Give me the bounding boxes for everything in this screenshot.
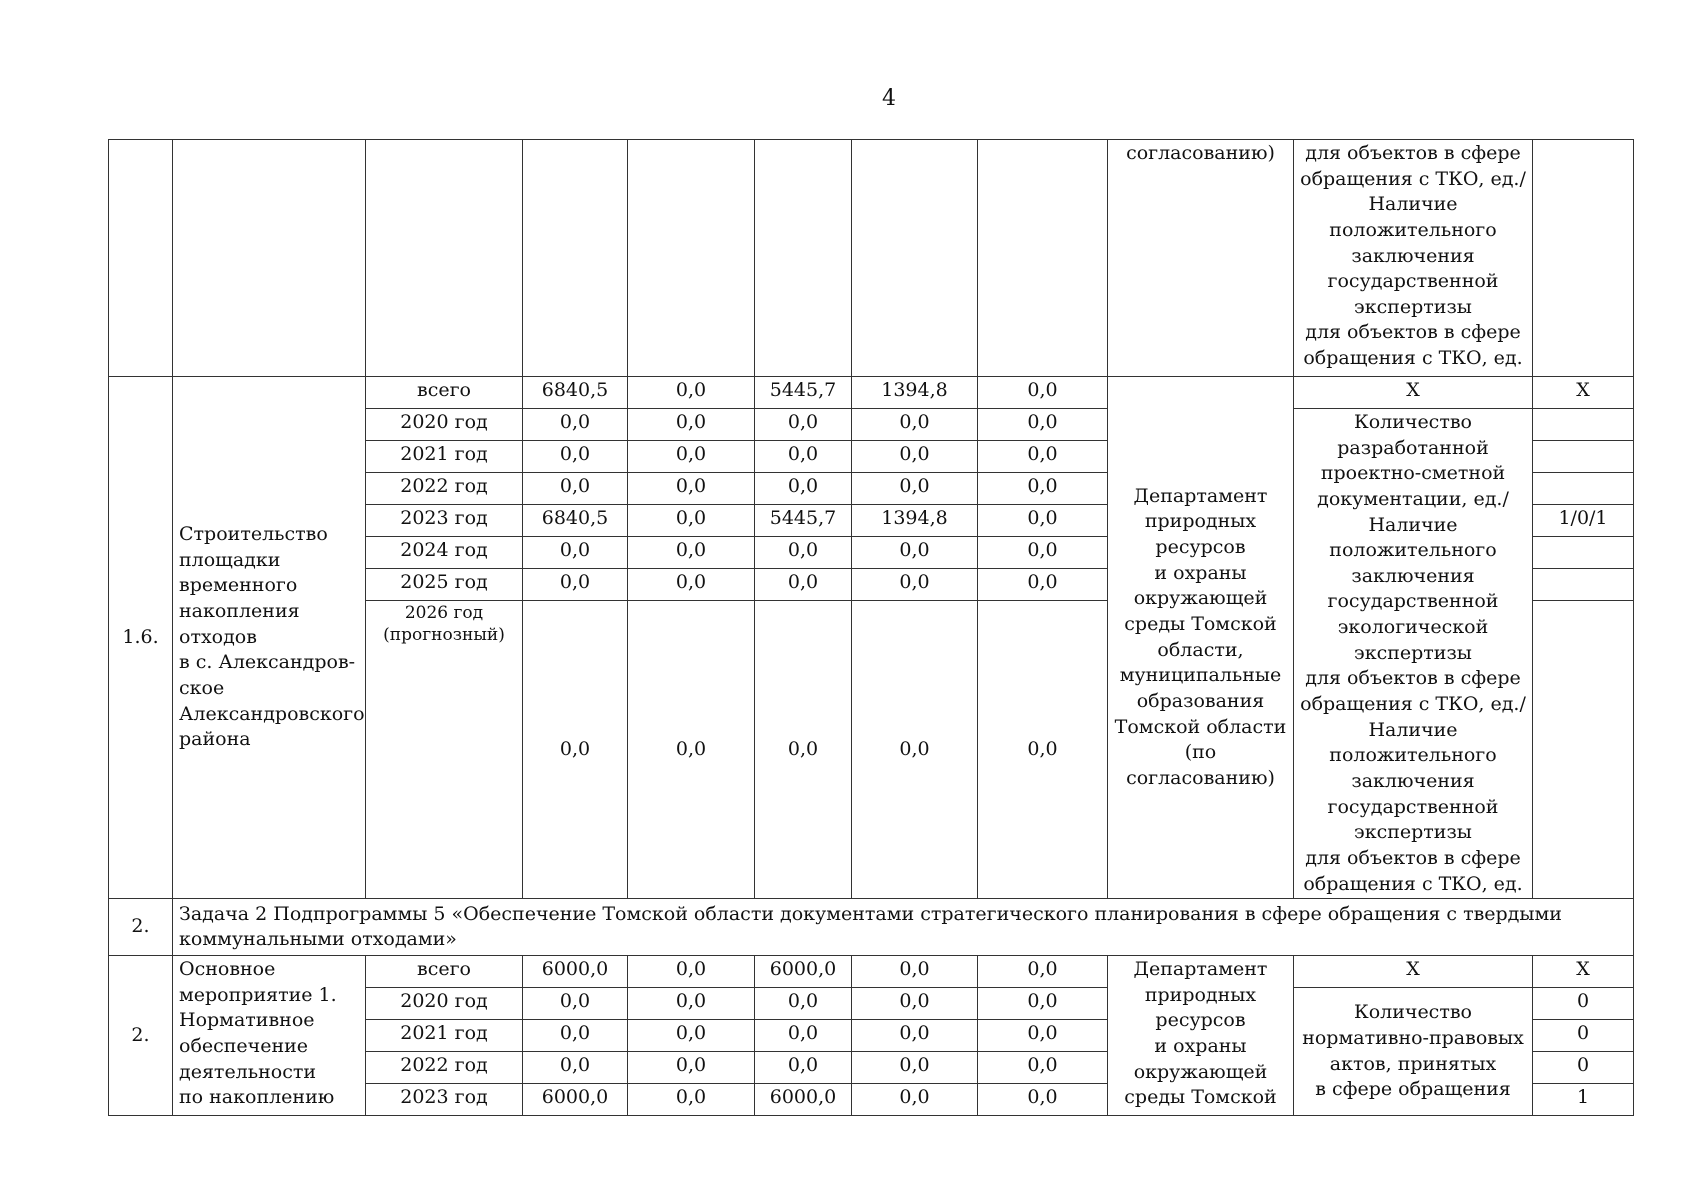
value-cell: 0,0 bbox=[755, 601, 852, 899]
value-cell: 0,0 bbox=[755, 988, 852, 1020]
value-cell: 6000,0 bbox=[755, 1084, 852, 1116]
value-cell: 0,0 bbox=[852, 569, 978, 601]
value-cell: 0,0 bbox=[755, 1020, 852, 1052]
value-cell: 0,0 bbox=[628, 569, 755, 601]
task-number: 2. bbox=[109, 899, 173, 956]
item-title: Основное мероприятие 1. Нормативное обеспечение деятельности по накоплению bbox=[173, 956, 366, 1116]
indicator-value-cell bbox=[1533, 569, 1634, 601]
value-cell: 0,0 bbox=[978, 1020, 1108, 1052]
value-cell: 0,0 bbox=[852, 1052, 978, 1084]
program-table bbox=[108, 139, 1634, 1116]
value-cell: 0,0 bbox=[852, 601, 978, 899]
value-cell: 0,0 bbox=[755, 1052, 852, 1084]
year-cell: всего bbox=[366, 956, 523, 988]
cell-value bbox=[755, 140, 852, 377]
cell-value bbox=[628, 140, 755, 377]
value-cell: 0,0 bbox=[628, 473, 755, 505]
value-cell: 6840,5 bbox=[523, 377, 628, 409]
value-cell: 5445,7 bbox=[755, 505, 852, 537]
value-cell: 0,0 bbox=[852, 441, 978, 473]
indicator-value-cell bbox=[1533, 409, 1634, 441]
task-row bbox=[109, 899, 1634, 956]
value-cell: 0,0 bbox=[978, 409, 1108, 441]
value-cell: 0,0 bbox=[978, 1084, 1108, 1116]
indicator-value-cell: 0 bbox=[1533, 1020, 1634, 1052]
value-cell: 0,0 bbox=[852, 473, 978, 505]
value-cell: 5445,7 bbox=[755, 377, 852, 409]
value-cell: 0,0 bbox=[852, 956, 978, 988]
indicator-value-cell bbox=[1533, 473, 1634, 505]
value-cell: 0,0 bbox=[978, 601, 1108, 899]
item-number: 2. bbox=[109, 956, 173, 1116]
value-cell: 0,0 bbox=[523, 601, 628, 899]
value-cell: 0,0 bbox=[978, 505, 1108, 537]
indicator-value-cell bbox=[1533, 537, 1634, 569]
value-cell: 0,0 bbox=[628, 1020, 755, 1052]
value-cell: 0,0 bbox=[628, 988, 755, 1020]
value-cell: 0,0 bbox=[628, 1084, 755, 1116]
value-cell: 0,0 bbox=[978, 1052, 1108, 1084]
value-cell: 0,0 bbox=[755, 441, 852, 473]
value-cell: 0,0 bbox=[628, 505, 755, 537]
item-number: 1.6. bbox=[109, 377, 173, 899]
year-cell: 2023 год bbox=[366, 1084, 523, 1116]
value-cell: 0,0 bbox=[628, 409, 755, 441]
indicator-cell: для объектов в сфере обращения с ТКО, ед./ Наличие положительного заключения государственной экспертизы для объектов в сфере обращения с ТКО, ед. bbox=[1294, 140, 1533, 377]
value-cell: 0,0 bbox=[523, 1052, 628, 1084]
value-cell: 0,0 bbox=[852, 1084, 978, 1116]
value-cell: 0,0 bbox=[628, 377, 755, 409]
value-cell: 0,0 bbox=[978, 441, 1108, 473]
value-cell: 0,0 bbox=[852, 1020, 978, 1052]
indicator-total-cell: Х bbox=[1294, 377, 1533, 409]
year-cell: 2023 год bbox=[366, 505, 523, 537]
value-cell: 0,0 bbox=[628, 441, 755, 473]
value-cell: 6000,0 bbox=[523, 1084, 628, 1116]
cell-value bbox=[523, 140, 628, 377]
year-cell: 2021 год bbox=[366, 441, 523, 473]
year-cell: всего bbox=[366, 377, 523, 409]
year-cell: 2020 год bbox=[366, 988, 523, 1020]
value-cell: 0,0 bbox=[523, 473, 628, 505]
value-cell: 0,0 bbox=[628, 1052, 755, 1084]
year-cell: 2026 год (прогнозный) bbox=[366, 601, 523, 899]
value-cell: 0,0 bbox=[628, 601, 755, 899]
cell-value bbox=[852, 140, 978, 377]
value-cell: 0,0 bbox=[978, 537, 1108, 569]
year-cell: 2025 год bbox=[366, 569, 523, 601]
value-cell: 0,0 bbox=[755, 409, 852, 441]
indicator-cell: Количество разработанной проектно-сметной документации, ед./ Наличие положительного заключения государственной экологической экспертизы для объектов в сфере обращения с ТКО, ед./ Наличие положительного заключения государственной экспертизы для объектов в сфере обращения с ТКО, ед. bbox=[1294, 409, 1533, 899]
value-cell: 0,0 bbox=[523, 1020, 628, 1052]
value-cell: 6000,0 bbox=[523, 956, 628, 988]
value-cell: 0,0 bbox=[978, 988, 1108, 1020]
executor-cell: Департамент природных ресурсов и охраны окружающей среды Томской bbox=[1108, 956, 1294, 1116]
table-row bbox=[109, 956, 1634, 988]
table-row bbox=[109, 377, 1634, 409]
value-cell: 0,0 bbox=[978, 377, 1108, 409]
page-number: 4 bbox=[882, 86, 896, 111]
executor-cell: согласованию) bbox=[1108, 140, 1294, 377]
year-cell: 2020 год bbox=[366, 409, 523, 441]
value-cell: 0,0 bbox=[628, 956, 755, 988]
value-cell: 0,0 bbox=[978, 569, 1108, 601]
indicator-value-cell: 0 bbox=[1533, 988, 1634, 1020]
value-cell: 0,0 bbox=[755, 537, 852, 569]
value-cell: 0,0 bbox=[978, 956, 1108, 988]
value-cell: 1394,8 bbox=[852, 377, 978, 409]
cell-year bbox=[366, 140, 523, 377]
indicator-value-cell: 1 bbox=[1533, 1084, 1634, 1116]
year-cell: 2022 год bbox=[366, 473, 523, 505]
item-title: Строительство площадки временного накопления отходов в с. Александров- ское Александровского района bbox=[173, 377, 366, 899]
executor-cell: Департамент природных ресурсов и охраны окружающей среды Томской области, муниципальные образования Томской области (по согласованию) bbox=[1108, 377, 1294, 899]
cell-number bbox=[109, 140, 173, 377]
indicator-value-cell bbox=[1533, 601, 1634, 899]
indicator-total-cell: Х bbox=[1294, 956, 1533, 988]
cell-value bbox=[978, 140, 1108, 377]
value-cell: 0,0 bbox=[523, 409, 628, 441]
cell-title bbox=[173, 140, 366, 377]
indicator-value-cell: Х bbox=[1533, 377, 1634, 409]
value-cell: 6840,5 bbox=[523, 505, 628, 537]
value-cell: 1394,8 bbox=[852, 505, 978, 537]
value-cell: 0,0 bbox=[852, 537, 978, 569]
value-cell: 0,0 bbox=[523, 537, 628, 569]
value-cell: 0,0 bbox=[978, 473, 1108, 505]
indicator-value-cell bbox=[1533, 441, 1634, 473]
value-cell: 0,0 bbox=[523, 988, 628, 1020]
indicator-value-cell: 0 bbox=[1533, 1052, 1634, 1084]
indicator-value-cell bbox=[1533, 140, 1634, 377]
indicator-value-cell: 1/0/1 bbox=[1533, 505, 1634, 537]
year-cell: 2021 год bbox=[366, 1020, 523, 1052]
indicator-value-cell: Х bbox=[1533, 956, 1634, 988]
task-text: Задача 2 Подпрограммы 5 «Обеспечение Томской области документами стратегического планирования в сфере обращения с твердыми коммунальными отходами» bbox=[173, 899, 1634, 956]
year-cell: 2024 год bbox=[366, 537, 523, 569]
value-cell: 0,0 bbox=[628, 537, 755, 569]
value-cell: 0,0 bbox=[755, 569, 852, 601]
value-cell: 0,0 bbox=[523, 569, 628, 601]
year-cell: 2022 год bbox=[366, 1052, 523, 1084]
value-cell: 0,0 bbox=[852, 409, 978, 441]
value-cell: 6000,0 bbox=[755, 956, 852, 988]
continuation-row bbox=[109, 140, 1634, 377]
value-cell: 0,0 bbox=[755, 473, 852, 505]
value-cell: 0,0 bbox=[523, 441, 628, 473]
indicator-cell: Количество нормативно-правовых актов, принятых в сфере обращения bbox=[1294, 988, 1533, 1116]
value-cell: 0,0 bbox=[852, 988, 978, 1020]
